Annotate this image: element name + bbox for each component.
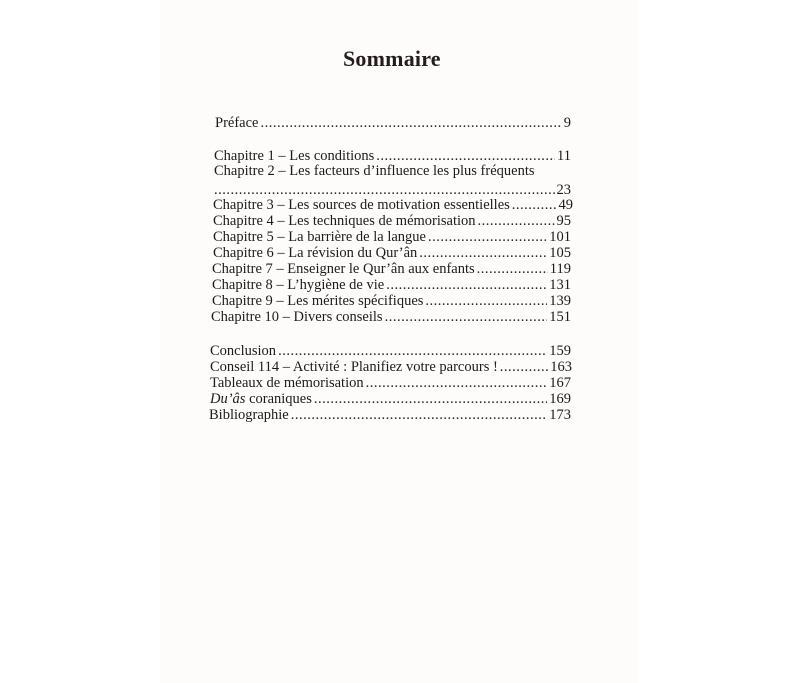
toc-entry-bibliographie — [209, 407, 571, 424]
toc-entry-chapter-3 — [213, 197, 573, 214]
toc-entry-page: 167 — [549, 375, 571, 391]
toc-entry-duas — [210, 391, 571, 408]
toc-entry-label: Chapitre 3 – Les sources de motivation essentielles — [213, 197, 510, 213]
leader-dots — [425, 293, 547, 310]
toc-entry-tableaux — [210, 375, 571, 392]
leader-dots — [314, 391, 547, 408]
leader-dots — [260, 115, 561, 132]
toc-entry-label: Chapitre 1 – Les conditions — [214, 148, 375, 164]
toc-entry-label: Préface — [215, 115, 259, 131]
toc-entry-page: 119 — [549, 261, 571, 277]
toc-entry-label: Tableaux de mémorisation — [210, 375, 364, 391]
leader-dots — [500, 359, 548, 376]
toc-entry-page: 173 — [549, 407, 571, 423]
leader-dots — [419, 245, 547, 262]
leader-dots — [477, 261, 548, 278]
toc-entry-label: Chapitre 8 – L’hygiène de vie — [212, 277, 385, 293]
toc-entry-page: 95 — [556, 213, 571, 229]
toc-entry-chapter-2 — [214, 163, 574, 180]
toc-entry-label-italic: Du’âs — [210, 391, 246, 407]
toc-entry-page: 169 — [549, 391, 571, 407]
leader-dots — [512, 197, 557, 214]
leader-dots — [278, 343, 547, 360]
toc-entry-page: 49 — [558, 197, 573, 213]
toc-entry-page: 9 — [563, 115, 571, 131]
toc-entry-chapter-9 — [212, 293, 571, 310]
toc-entry-page: 139 — [549, 293, 571, 309]
toc-entry-page: 163 — [550, 359, 572, 375]
toc-entry-chapter-8 — [212, 277, 571, 294]
toc-entry-label: Chapitre 5 – La barrière de la langue — [213, 229, 426, 245]
toc-entry-chapter-10 — [211, 309, 571, 326]
leader-dots — [428, 229, 547, 246]
toc-entry-label: Chapitre 2 – Les facteurs d’influence les plus fréquents — [214, 163, 535, 179]
toc-entry-chapter-5 — [213, 229, 571, 246]
toc-entry-label: Chapitre 7 – Enseigner le Qur’ân aux enfants — [212, 261, 475, 277]
leader-dots — [478, 213, 555, 230]
toc-entry-conseil-114 — [210, 359, 572, 376]
toc-entry-label: Chapitre 4 – Les techniques de mémorisation — [213, 213, 476, 229]
leader-dots — [291, 407, 548, 424]
toc-entry-page: 101 — [549, 229, 571, 245]
toc-entry-label: Chapitre 9 – Les mérites spécifiques — [212, 293, 424, 309]
leader-dots — [386, 277, 547, 294]
toc-entry-label: Chapitre 10 – Divers conseils — [211, 309, 383, 325]
toc-entry-conclusion — [210, 343, 571, 360]
toc-entry-page: 131 — [549, 277, 571, 293]
toc-entry-page: 151 — [549, 309, 571, 325]
toc-entry-label — [210, 391, 312, 408]
toc-entry-chapter-7 — [212, 261, 571, 278]
toc-entry-page: 23 — [556, 182, 571, 198]
toc-entry-label: Conseil 114 – Activité : Planifiez votre parcours ! — [210, 359, 498, 375]
page-title: Sommaire — [343, 46, 441, 71]
toc-entry-label-rest: coraniques — [245, 391, 312, 407]
toc-entry-page: 11 — [557, 148, 571, 164]
leader-dots — [366, 375, 548, 392]
toc-entry-preface — [215, 115, 571, 132]
toc-entry-chapter-6 — [213, 245, 571, 262]
toc-entry-label: Chapitre 6 – La révision du Qur’ân — [213, 245, 418, 261]
toc-entry-label: Conclusion — [210, 343, 277, 359]
toc-entry-label: Bibliographie — [209, 407, 289, 423]
leader-dots — [385, 309, 548, 326]
toc-entry-page: 159 — [549, 343, 571, 359]
toc-entry-page: 105 — [549, 245, 571, 261]
toc-entry-chapter-4 — [213, 213, 571, 230]
